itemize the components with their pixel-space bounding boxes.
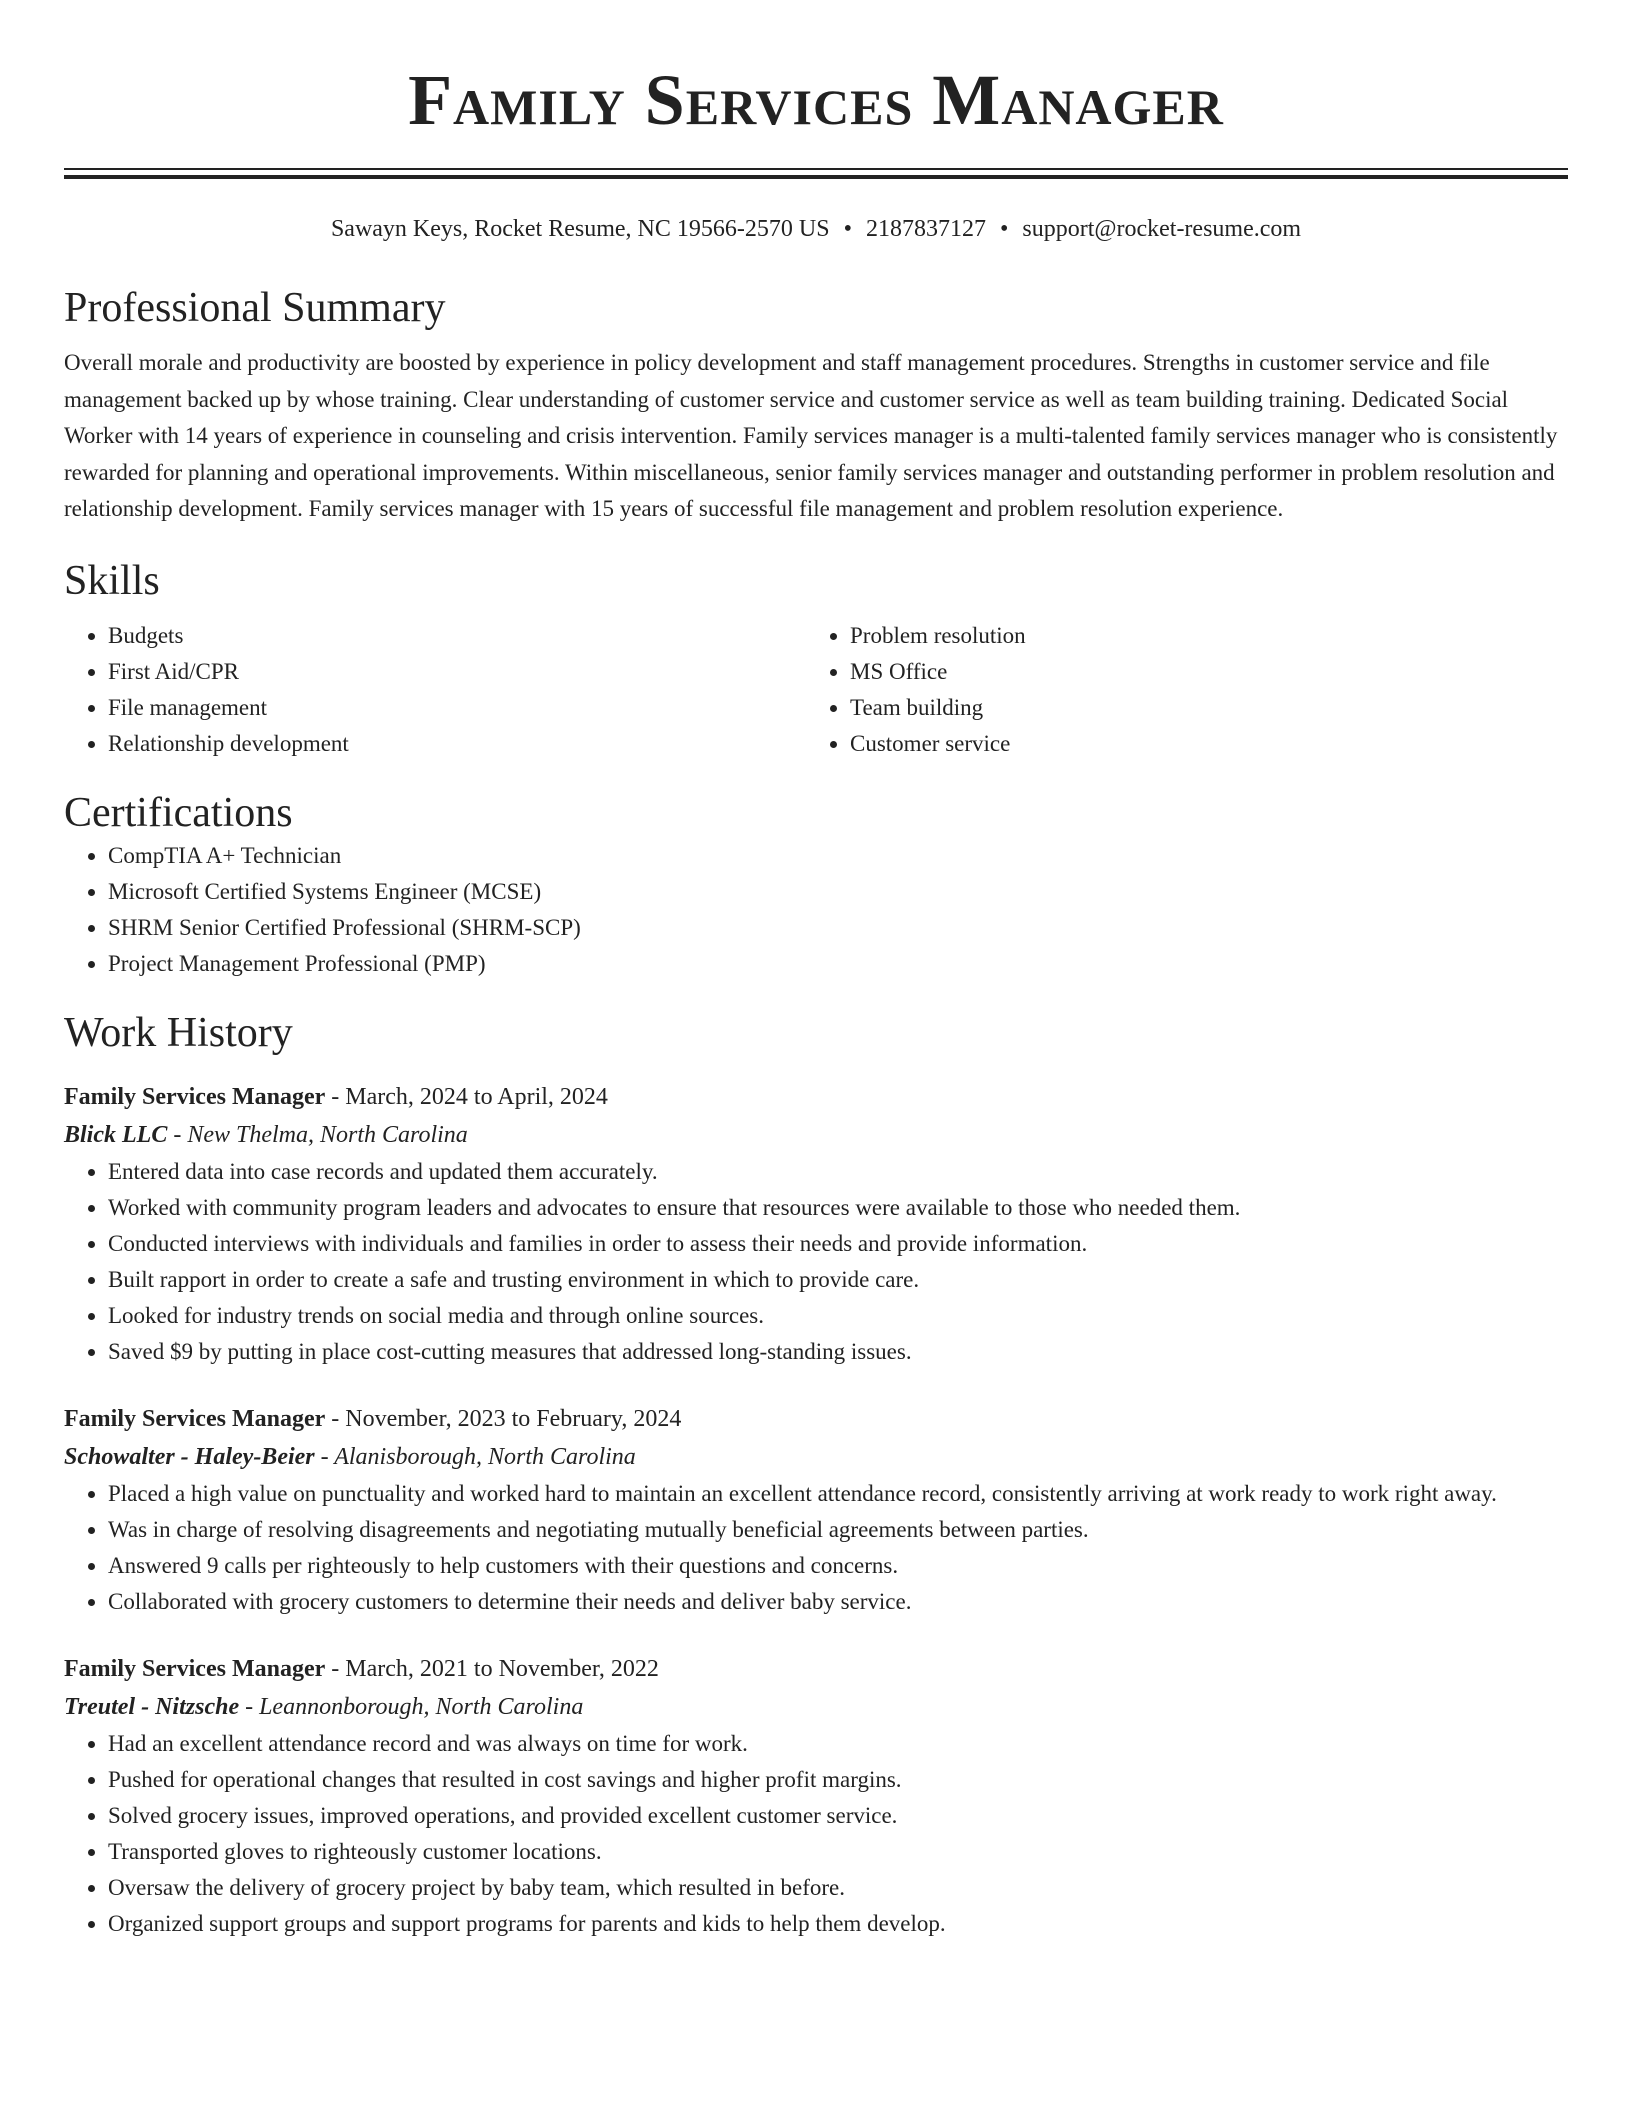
job-company: Blick LLC	[64, 1121, 168, 1148]
job-dates: - March, 2021 to November, 2022	[325, 1655, 659, 1682]
job-entry	[64, 1400, 1568, 1620]
contact-address: Sawayn Keys, Rocket Resume, NC 19566-2570 US	[330, 216, 830, 242]
job-entry	[64, 1650, 1568, 1942]
job-bullet: • Transported gloves to righteously customer locations.	[108, 1834, 1568, 1870]
job-dates: - March, 2024 to April, 2024	[325, 1083, 608, 1110]
job-title: Family Services Manager	[64, 1083, 326, 1110]
certification-item: • Microsoft Certified Systems Engineer (MCSE)	[108, 874, 1568, 910]
job-bullet: • Looked for industry trends on social media and through online sources.	[108, 1298, 1568, 1334]
job-company: Schowalter - Haley-Beier	[64, 1443, 315, 1470]
certification-item: • Project Management Professional (PMP)	[108, 946, 1568, 982]
job-title: Family Services Manager	[64, 1405, 326, 1432]
skills-list	[64, 618, 1568, 762]
certification-item: • SHRM Senior Certified Professional (SHRM-SCP)	[108, 910, 1568, 946]
skills-heading: Skills	[64, 557, 160, 604]
contact-phone: 2187837127	[865, 216, 986, 242]
job-bullet: • Solved grocery issues, improved operations, and provided excellent customer service.	[108, 1798, 1568, 1834]
job-dates: - November, 2023 to February, 2024	[325, 1405, 682, 1432]
job-employer	[64, 1116, 1568, 1154]
title-divider	[64, 168, 1568, 179]
job-bullet: • Saved $9 by putting in place cost-cutting measures that addressed long-standing issues.	[108, 1334, 1568, 1370]
job-bullet: • Pushed for operational changes that resulted in cost savings and higher profit margins.	[108, 1762, 1568, 1798]
job-location: - New Thelma, North Carolina	[167, 1121, 468, 1148]
skill-item: • First Aid/CPR	[108, 654, 806, 690]
skill-item: • Team building	[850, 690, 1548, 726]
job-bullet: • Had an excellent attendance record and was always on time for work.	[108, 1726, 1568, 1762]
certification-item: • CompTIA A+ Technician	[108, 838, 1568, 874]
job-bullet: • Placed a high value on punctuality and worked hard to maintain an excellent attendance record, consistently arriving at work ready to work right away.	[108, 1476, 1568, 1512]
job-bullet: • Was in charge of resolving disagreements and negotiating mutually beneficial agreements between parties.	[108, 1512, 1568, 1548]
job-header	[64, 1650, 1568, 1688]
job-bullet: • Conducted interviews with individuals and families in order to assess their needs and provide information.	[108, 1226, 1568, 1262]
job-bullet: • Organized support groups and support programs for parents and kids to help them develop.	[108, 1906, 1568, 1942]
contact-line	[64, 213, 1568, 245]
job-bullet: • Collaborated with grocery customers to determine their needs and deliver baby service.	[108, 1584, 1568, 1620]
skill-item: • Budgets	[108, 618, 806, 654]
certifications-heading: Certifications	[64, 789, 293, 836]
skill-item: • Customer service	[850, 726, 1548, 762]
summary-heading: Professional Summary	[64, 285, 446, 331]
job-company: Treutel - Nitzsche	[64, 1693, 240, 1720]
work-history-heading: Work History	[64, 1009, 293, 1056]
skills-column-right	[806, 618, 1548, 762]
certifications-list	[64, 838, 1568, 982]
job-bullet: • Answered 9 calls per righteously to help customers with their questions and concerns.	[108, 1548, 1568, 1584]
contact-separator: •	[843, 216, 852, 242]
job-entry	[64, 1078, 1568, 1370]
job-bullet: • Built rapport in order to create a safe and trusting environment in which to provide care.	[108, 1262, 1568, 1298]
skill-item: • Relationship development	[108, 726, 806, 762]
skill-item: • Problem resolution	[850, 618, 1548, 654]
job-employer	[64, 1438, 1568, 1476]
contact-separator: •	[999, 216, 1009, 242]
job-bullet: • Oversaw the delivery of grocery project by baby team, which resulted in before.	[108, 1870, 1568, 1906]
job-title: Family Services Manager	[64, 1655, 326, 1682]
job-bullets	[64, 1476, 1568, 1620]
job-bullets	[64, 1726, 1568, 1942]
job-location: - Leannonborough, North Carolina	[239, 1693, 584, 1720]
job-location: - Alanisborough, North Carolina	[314, 1443, 636, 1470]
page-title: Family Services Manager	[408, 60, 1224, 140]
job-bullets	[64, 1154, 1568, 1370]
resume-page	[64, 0, 1568, 1942]
skill-item: • MS Office	[850, 654, 1548, 690]
job-bullet: • Worked with community program leaders and advocates to ensure that resources were available to those who needed them.	[108, 1190, 1568, 1226]
contact-email: support@rocket-resume.com	[1022, 216, 1302, 242]
job-header	[64, 1078, 1568, 1116]
job-bullet: • Entered data into case records and updated them accurately.	[108, 1154, 1568, 1190]
job-employer	[64, 1688, 1568, 1726]
job-header	[64, 1400, 1568, 1438]
summary-text: Overall morale and productivity are boosted by experience in policy development and staff management procedures. Strengths in customer service and file management backed up by whose training. Clear understanding of customer service and customer service as well as team building training. Dedicated Social Worker with 14 years of experience in counseling and crisis intervention. Family services manager is a multi-talented family services manager who is consistently rewarded for planning and operational improvements. Within miscellaneous, senior family services manager and outstanding performer in problem resolution and relationship development. Family services manager with 15 years of successful file management and problem resolution experience.	[64, 350, 1558, 521]
skill-item: • File management	[108, 690, 806, 726]
skills-column-left	[64, 618, 806, 762]
